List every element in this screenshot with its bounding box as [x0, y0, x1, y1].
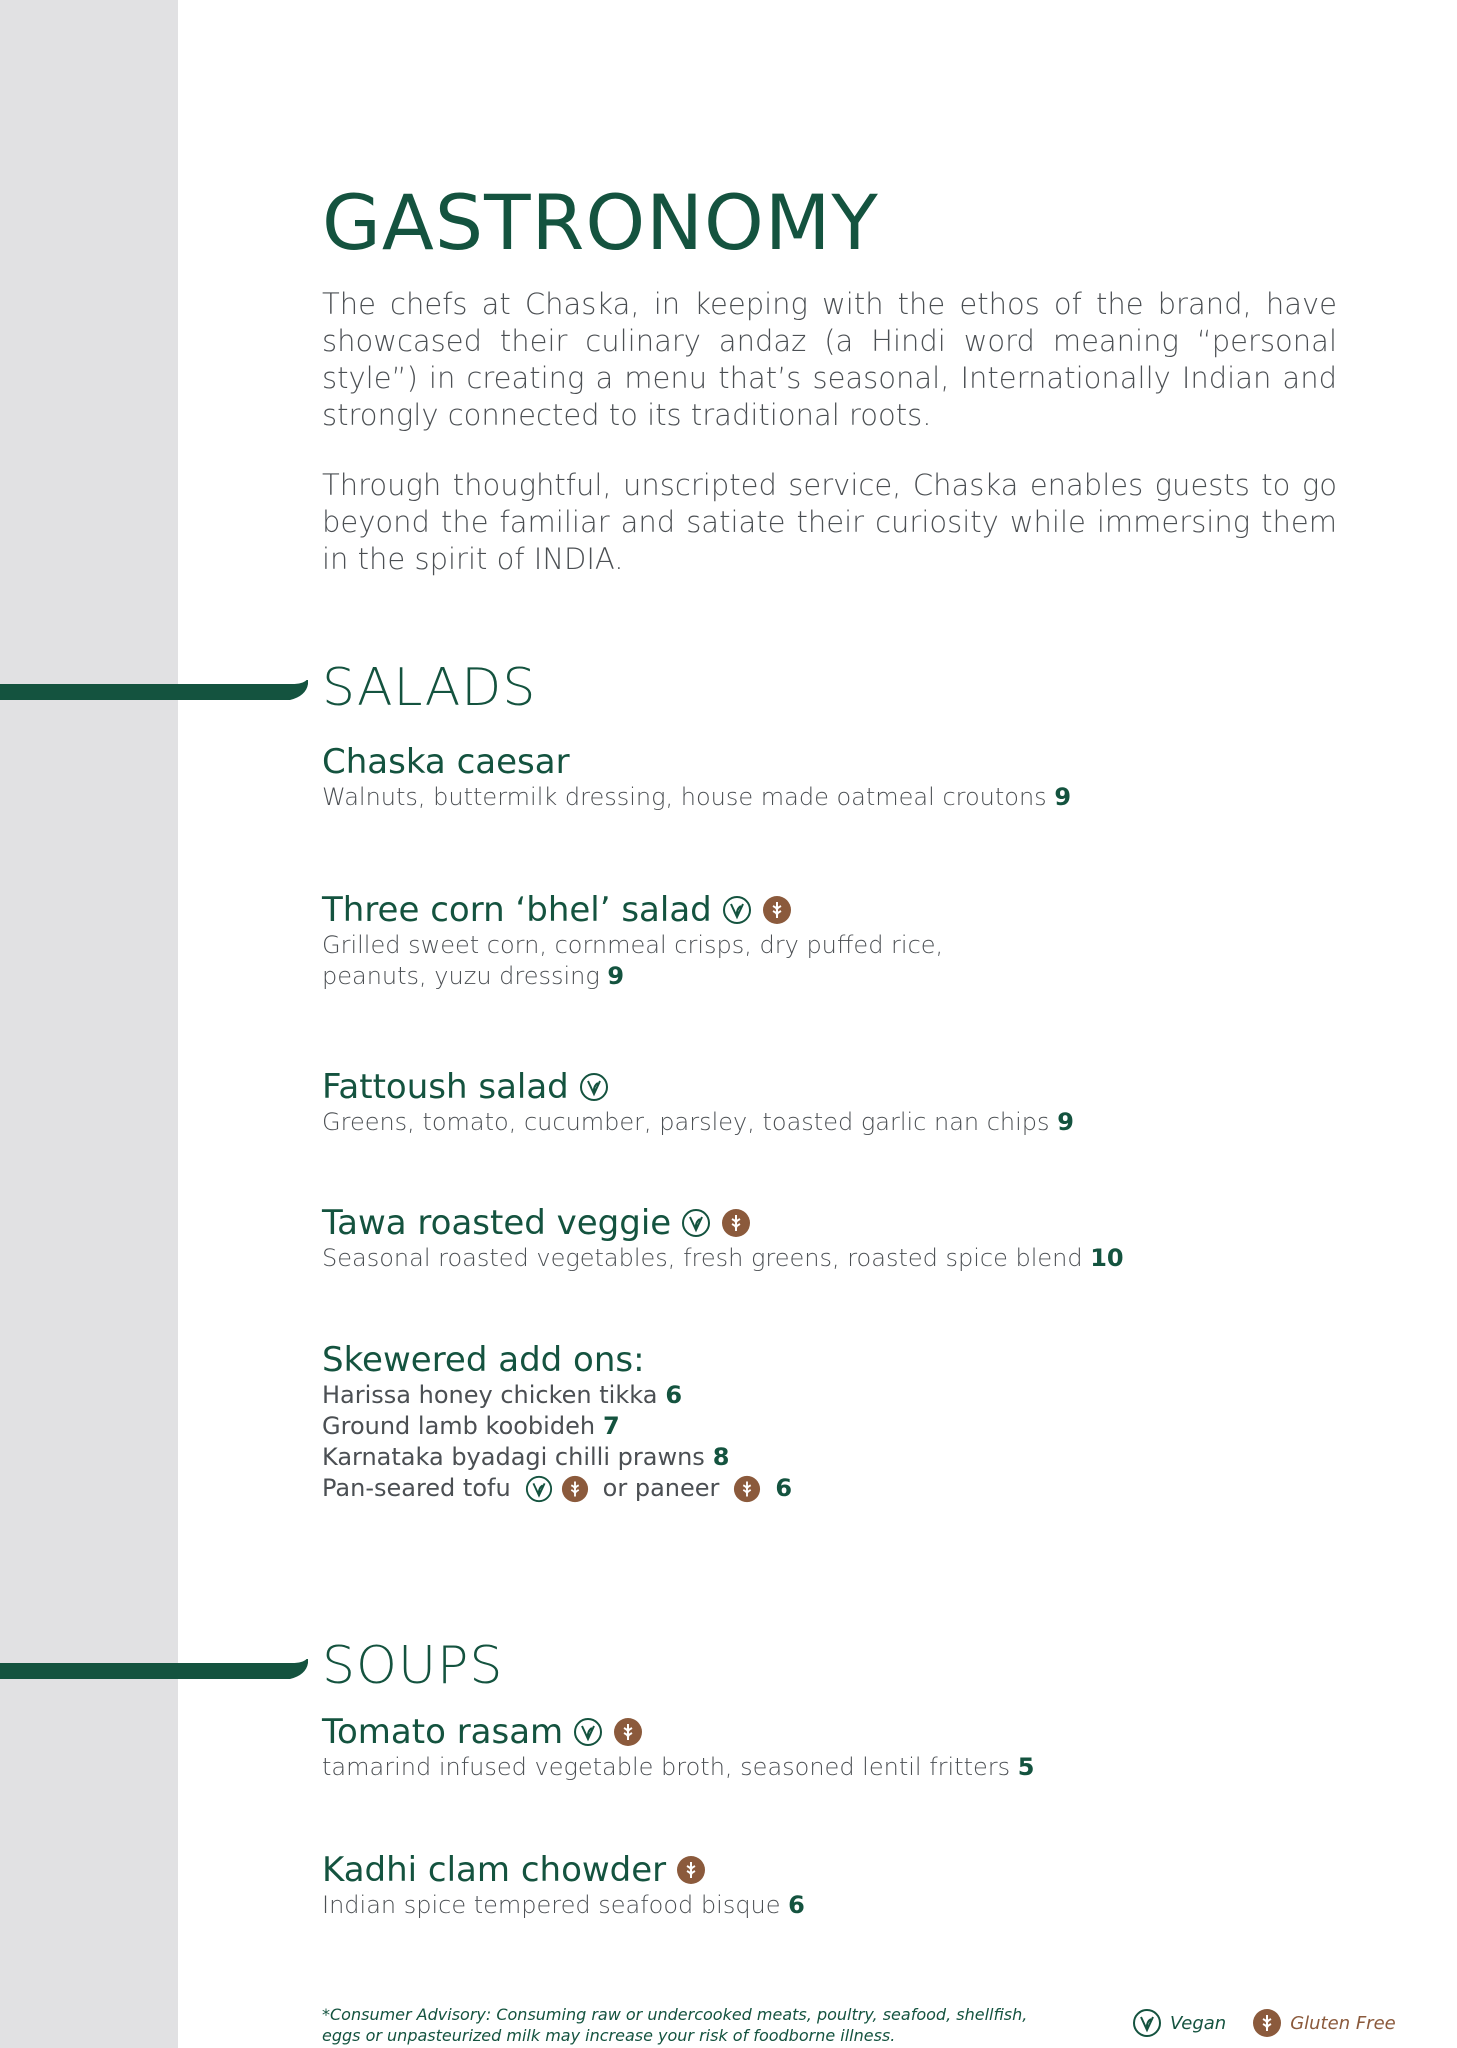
gluten-free-icon	[676, 1855, 706, 1885]
advisory-line-2: eggs or unpasteurized milk may increase your risk of foodborne illness.	[322, 2026, 896, 2045]
intro-paragraph-1: The chefs at Chaska, in keeping with the ethos of the brand, have showcased their culinary andaz (a Hindi word meaning “personal style”) in creating a menu that’s seasonal, Internationally Indian and strongly connected to its traditional roots.	[322, 287, 1337, 432]
item-name: Kadhi clam chowder	[322, 1850, 667, 1890]
menu-item	[322, 1850, 1337, 1921]
consumer-advisory	[322, 2004, 1062, 2046]
item-price: 9	[1054, 783, 1072, 811]
dietary-legend	[1132, 2008, 1396, 2038]
addons-title: Skewered add ons:	[322, 1340, 645, 1380]
addon-price: 8	[712, 1443, 730, 1471]
item-description: tamarind infused vegetable broth, seasoned lentil fritters	[322, 1753, 1011, 1781]
addon-price: 6	[775, 1474, 793, 1502]
item-price: 6	[788, 1891, 805, 1919]
sidebar-strip	[0, 0, 178, 2048]
item-description-line1: Grilled sweet corn, cornmeal crisps, dry puffed rice,	[322, 931, 944, 959]
item-price: 9	[607, 962, 625, 990]
gluten-free-icon	[561, 1475, 589, 1503]
menu-item	[322, 742, 1337, 813]
gluten-free-icon	[1252, 2008, 1282, 2038]
item-name: Chaska caesar	[322, 742, 570, 782]
menu-item	[322, 1203, 1337, 1274]
menu-item	[322, 890, 1337, 992]
salads-rule	[0, 680, 300, 696]
item-description-line2: peanuts, yuzu dressing	[322, 962, 600, 990]
vegan-icon	[579, 1072, 609, 1102]
item-description: Walnuts, buttermilk dressing, house made oatmeal croutons	[322, 783, 1047, 811]
addon-price: 6	[665, 1381, 683, 1409]
item-price: 10	[1090, 1244, 1124, 1272]
gluten-free-icon	[613, 1717, 643, 1747]
vegan-icon	[525, 1475, 553, 1503]
advisory-line-1: *Consumer Advisory: Consuming raw or undercooked meats, poultry, seafood, shellfish,	[322, 2005, 1028, 2024]
gluten-free-icon	[733, 1475, 761, 1503]
item-description: Greens, tomato, cucumber, parsley, toasted garlic nan chips	[322, 1108, 1050, 1136]
item-price: 9	[1057, 1108, 1074, 1136]
salads-title: SALADS	[322, 658, 537, 718]
item-description: Seasonal roasted vegetables, fresh greens, roasted spice blend	[322, 1244, 1083, 1272]
gluten-free-icon	[721, 1208, 751, 1238]
item-name: Tawa roasted veggie	[322, 1203, 672, 1243]
item-name: Fattoush salad	[322, 1067, 569, 1107]
item-name: Three corn ‘bhel’ salad	[322, 890, 712, 930]
soups-rule	[0, 1659, 300, 1675]
addon-name: Harissa honey chicken tikka	[322, 1381, 658, 1409]
soups-title: SOUPS	[322, 1636, 504, 1696]
vegan-icon	[573, 1717, 603, 1747]
addon-price: 7	[603, 1412, 620, 1440]
legend-vegan-label: Vegan	[1170, 2012, 1227, 2034]
vegan-icon	[722, 895, 752, 925]
addon-or-text: or paneer	[602, 1474, 720, 1502]
item-price: 5	[1017, 1753, 1035, 1781]
menu-item	[322, 1712, 1337, 1783]
legend-gluten-free-label: Gluten Free	[1290, 2012, 1396, 2034]
addons-block	[322, 1340, 1337, 1504]
menu-item	[322, 1067, 1337, 1138]
vegan-icon	[681, 1208, 711, 1238]
intro-paragraph-2: Through thoughtful, unscripted service, Chaska enables guests to go beyond the familiar and satiate their curiosity while immersing them in the spirit of INDIA.	[322, 468, 1337, 576]
addon-name: Pan-seared tofu	[322, 1474, 511, 1502]
page-title: GASTRONOMY	[322, 178, 879, 267]
item-name: Tomato rasam	[322, 1712, 564, 1752]
vegan-icon	[1132, 2008, 1162, 2038]
item-description: Indian spice tempered seafood bisque	[322, 1891, 781, 1919]
addon-name: Ground lamb koobideh	[322, 1412, 596, 1440]
gluten-free-icon	[762, 895, 792, 925]
addon-name: Karnataka byadagi chilli prawns	[322, 1443, 705, 1471]
